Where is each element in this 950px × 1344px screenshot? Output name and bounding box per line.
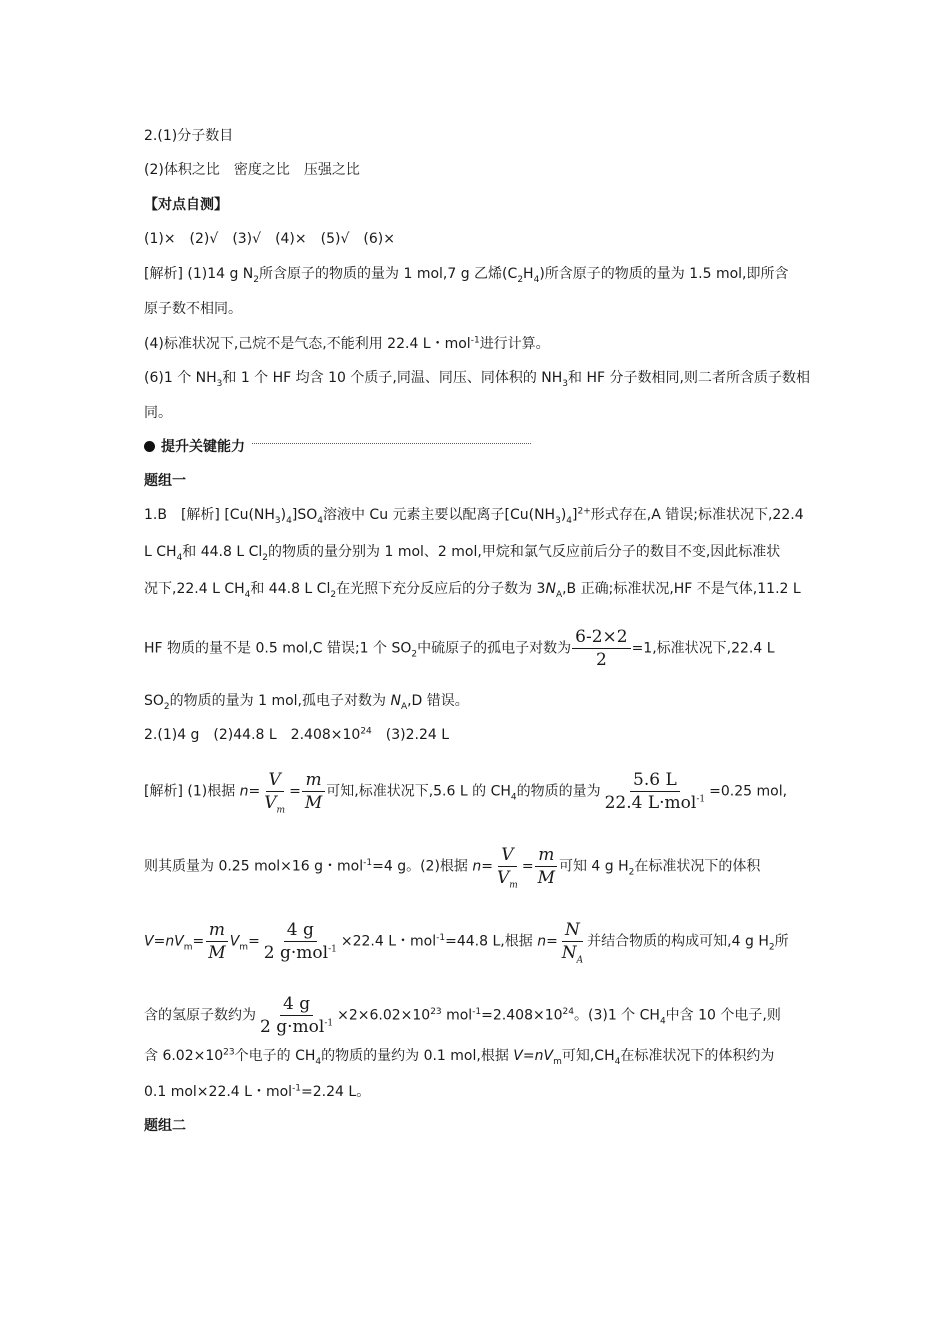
selftest-explain-6-cont: 同。 <box>144 405 172 421</box>
q2-line-6: 0.1 mol×22.4 L・mol$^{-1}$=2.24 L。 <box>144 1083 371 1100</box>
q1-line-3: 况下,22.4 L $CH_4$和 44.8 L $Cl_2$在光照下充分反应后的分子数为 $3N_A,B$ 正确;标准状况,HF 不是气体,11.2 L <box>144 581 801 600</box>
selftest-title: 【对点自测】 <box>144 197 228 213</box>
fraction-N-NA: $\frac{N}{N_A}$ <box>561 920 584 966</box>
fraction-lone-pair: $\frac{6-2\times 2}{2}$ <box>572 628 630 669</box>
selftest-explain-4: (4)标准状况下,己烷不是气态,不能利用 22.4 L・mol$^{-1}$进行计算。 <box>144 335 550 352</box>
q1-line-1: 1.B [解析] $[Cu(NH_3)_4]SO_4$溶液中 Cu 元素主要以配离子$[Cu(NH_3)_4]^{2+}$形式存在,A 错误;标准状况下,22.4 <box>144 506 804 526</box>
dotted-divider <box>252 443 531 444</box>
fraction-m-M-3: $\frac{m}{M}$ <box>205 921 228 962</box>
fraction-4g-2g-2: $\frac{4 g}{2 g\cdot mol^{-1}}$ <box>260 994 334 1037</box>
ability-heading: 提升关键能力 <box>144 438 245 456</box>
selftest-explain-6: (6)1 个 $NH_3$和 1 个 HF 均含 10 个质子,同温、同压、同体积的 $NH_3$和 HF 分子数相同,则二者所含质子数相 <box>144 370 810 389</box>
bullet-icon <box>144 441 155 452</box>
selftest-answers: (1)× (2)√ (3)√ (4)× (5)√ (6)× <box>144 231 395 247</box>
q1-line-4: HF 物质的量不是 0.5 mol,C 错误;1 个 $SO_2$中硫原子的孤电子对数为 $\frac{6-2\times 2}{2}$ =1,标准状况下,22.4 L <box>144 627 775 670</box>
q1-line-5: $SO_2$的物质的量为 1 mol,孤电子对数为 $N_A,D$ 错误。 <box>144 693 469 712</box>
q2-line-3: $V=nV_m=$ $\frac{m}{M}$ $V_m=$ $\frac{4 g}{2 g\cdot mol^{-1}}$ ×22.4 L・mol$^{-1}$=44.8 L,根据 n= $\frac{N}{N_A}$ 并结合物质的构成可知,4 g $H_2$所 <box>144 920 789 966</box>
q1-line-2: L $CH_4$和 44.8 L $Cl_2$的物质的量分别为 1 mol、2 mol,甲烷和氯气反应前后分子的数目不变,因此标准状 <box>144 544 781 563</box>
answer-2-1: 2.(1)分子数目 <box>144 128 234 144</box>
q2-line-4: 含的氢原子数约为 $\frac{4 g}{2 g\cdot mol^{-1}}$ $\times 2\times 6.02\times 10^{23}$ $mol^{-1}=2.408\times 10^{24}$。(3)1 个 $CH_4$中含 10 个电子,则 <box>144 994 781 1037</box>
fraction-m-M-2: $\frac{m}{M}$ <box>535 846 558 887</box>
selftest-explain-1: [解析] (1)14 g $N_2$所含原子的物质的量为 1 mol,7 g 乙烯$(C_2H_4)$所含原子的物质的量为 1.5 mol,即所含 <box>144 266 789 285</box>
fraction-v-vm-2: $\frac{V}{V_m}$ <box>497 845 518 891</box>
selftest-explain-1-cont: 原子数不相同。 <box>144 301 242 317</box>
fraction-v-vm: $\frac{V}{V_m}$ <box>264 770 286 816</box>
q2-line-2: 则其质量为 0.25 mol×16 g・mol$^{-1}$=4 g。(2)根据 n= $\frac{V}{V_m}$ = $\frac{m}{M}$ 可知 4 g $H_2$在标准状况下的体积 <box>144 845 761 891</box>
q2-line-1: [解析] (1)根据 n= $\frac{V}{V_m}$ = $\frac{m}{M}$ 可知,标准状况下,5.6 L 的 $CH_4$的物质的量为 $\frac{5.6 L}{22.4 L\cdot mol^{-1}}$ =0.25 mol, <box>144 770 788 816</box>
fraction-56-224: $\frac{5.6 L}{22.4 L\cdot mol^{-1}}$ <box>604 770 706 813</box>
fraction-m-M: $\frac{m}{M}$ <box>302 771 325 812</box>
group1-title: 题组一 <box>144 473 186 489</box>
fraction-4g-2g: $\frac{4 g}{2 g\cdot mol^{-1}}$ <box>263 920 337 963</box>
q2-answer: 2.(1)4 g (2)44.8 L $2.408\times 10^{24}$ (3)2.24 L <box>144 726 450 743</box>
group2-title: 题组二 <box>144 1118 186 1134</box>
q2-line-5: 含 $6.02\times 10^{23}$个电子的 $CH_4$的物质的量约为 0.1 mol,根据 $V=nV_m$可知$,CH_4$在标准状况下的体积约为 <box>144 1047 775 1067</box>
answer-2-2: (2)体积之比 密度之比 压强之比 <box>144 162 360 178</box>
